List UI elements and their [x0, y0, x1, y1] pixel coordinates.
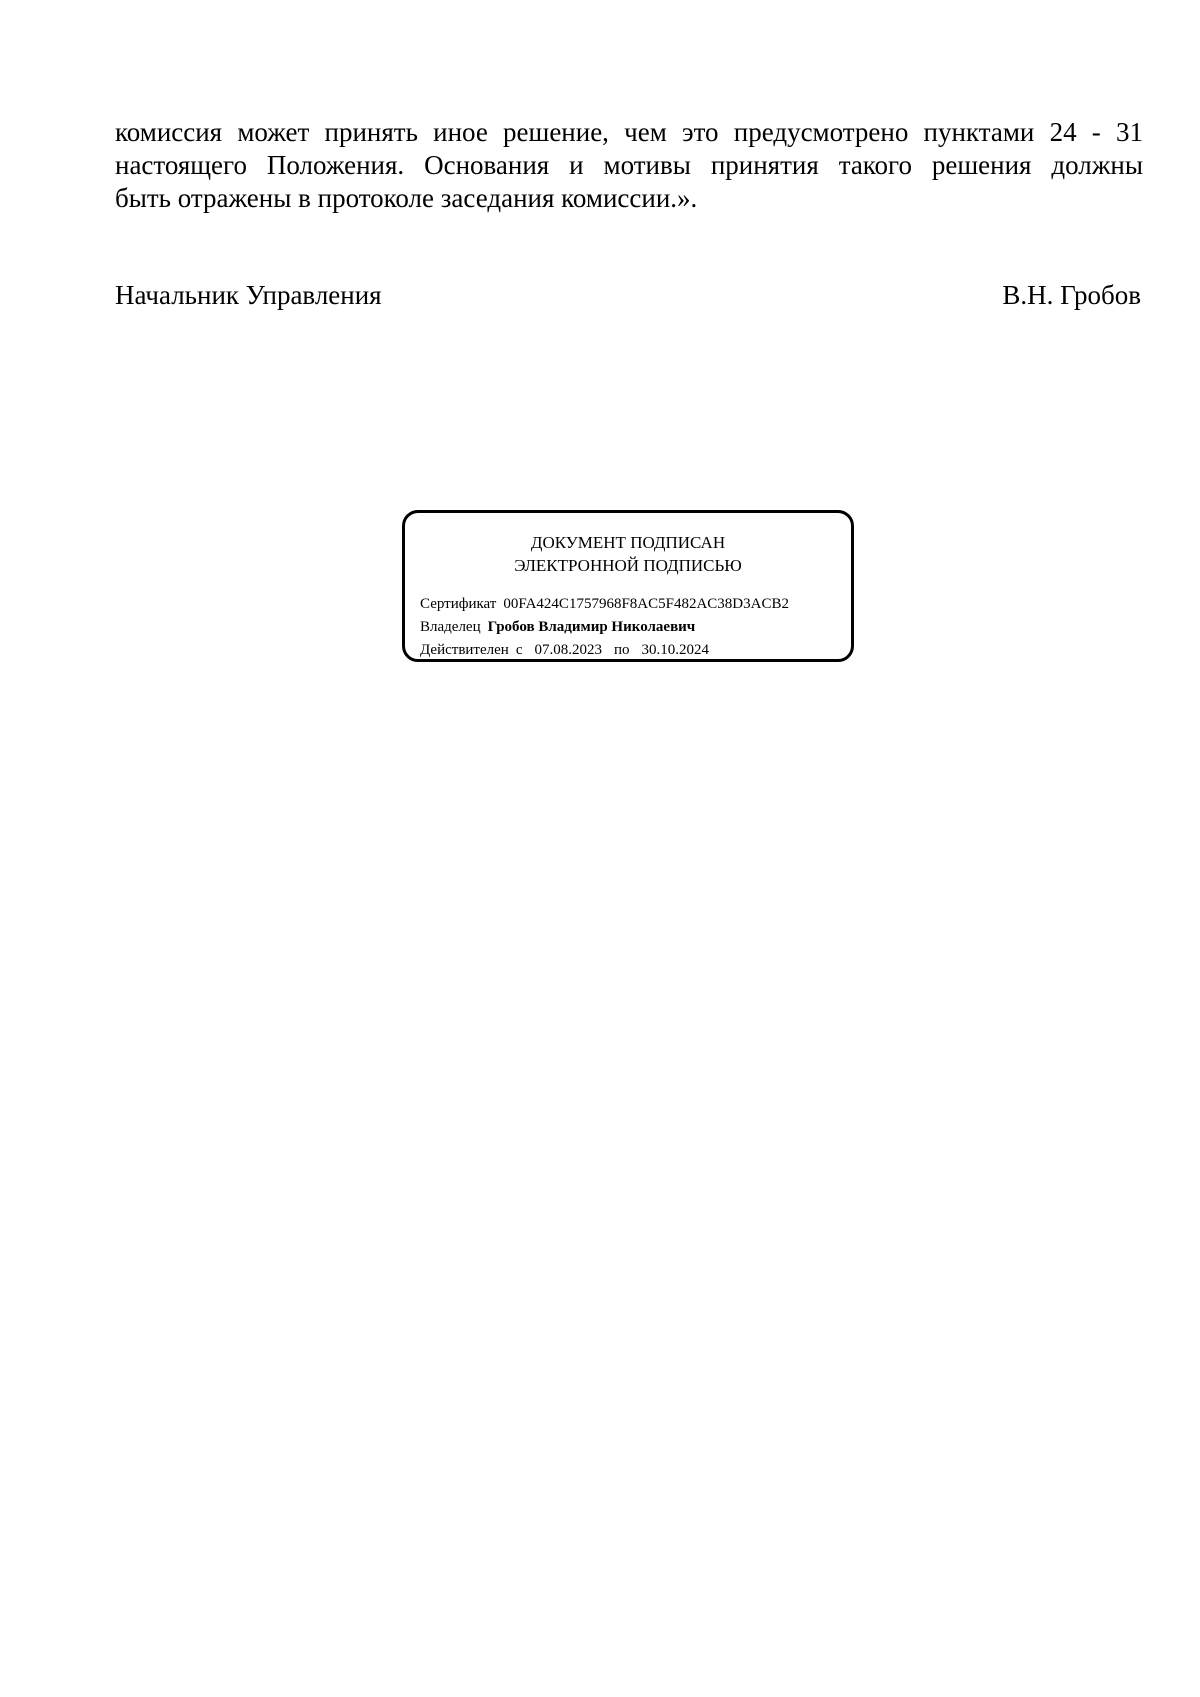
certificate-value: 00FA424C1757968F8AC5F482AC38D3ACB2 [503, 596, 789, 612]
signature-block [115, 279, 1141, 313]
validity-label: Действителен [420, 642, 509, 658]
stamp-heading-line: ДОКУМЕНТ ПОДПИСАН [530, 533, 726, 552]
validity-row [420, 639, 850, 662]
stamp-heading-line: ЭЛЕКТРОННОЙ ПОДПИСЬЮ [514, 556, 742, 575]
electronic-signature-stamp [402, 510, 854, 662]
valid-to-prefix: по [613, 642, 630, 658]
certificate-label: Сертификат [420, 596, 497, 612]
owner-value: Гробов Владимир Николаевич [487, 619, 696, 635]
valid-from-date: 07.08.2023 [534, 642, 602, 658]
certificate-row [420, 593, 850, 616]
valid-from-prefix: с [515, 642, 523, 658]
body-paragraph [115, 116, 1143, 215]
stamp-details [420, 593, 850, 662]
owner-label: Владелец [420, 619, 481, 635]
signer-name: В.Н. Гробов [1002, 280, 1141, 310]
owner-row [420, 616, 850, 639]
paragraph-line: настоящего Положения. Основания и мотивы принятия такого решения должны [115, 150, 1143, 180]
paragraph-line: быть отражены в протоколе заседания комиссии.». [115, 183, 698, 213]
paragraph-line: комиссия может принять иное решение, чем это предусмотрено пунктами 24 - 31 [115, 117, 1143, 147]
stamp-heading [405, 531, 851, 577]
signer-title: Начальник Управления [115, 280, 382, 310]
valid-to-date: 30.10.2024 [641, 642, 710, 658]
